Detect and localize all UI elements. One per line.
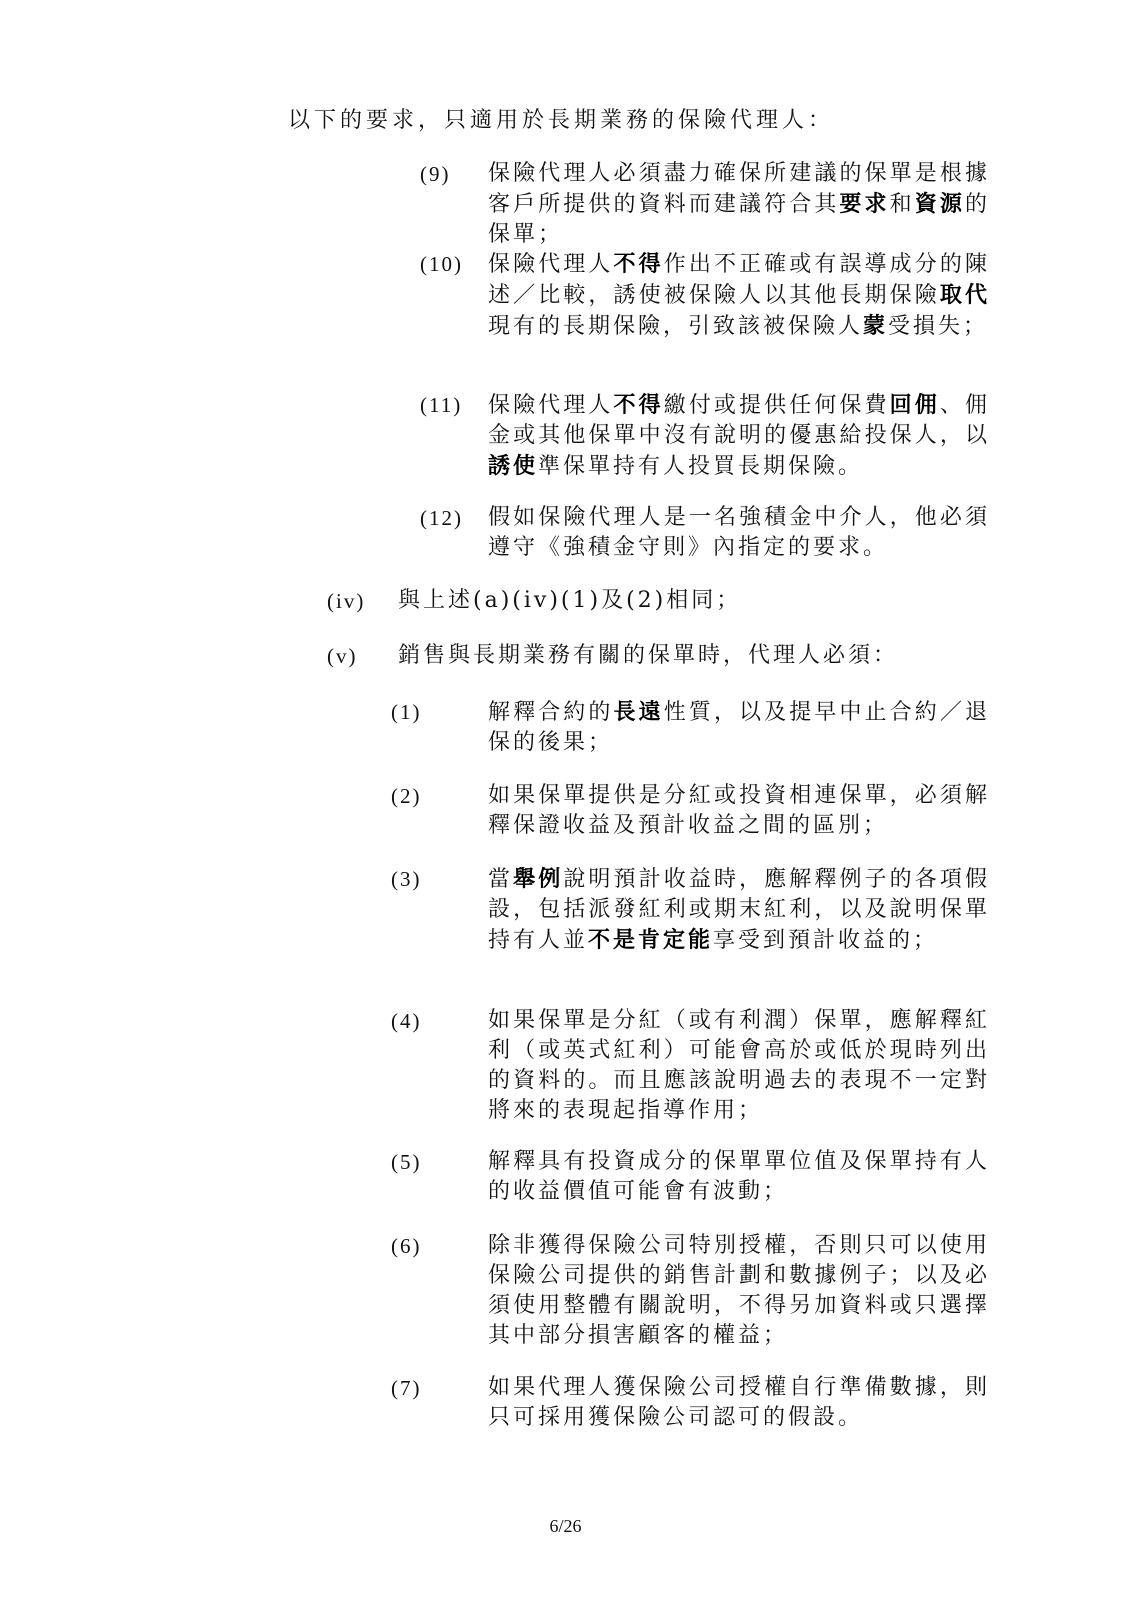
- text-segment: 保險代理人: [488, 393, 614, 418]
- text-segment: 假如保險代理人是一名強積金中介人，他必須遵守《強積金守則》內指定的要求。: [488, 505, 990, 560]
- sub-item-2-number: (2): [391, 784, 422, 808]
- emphasis-text: 長遠: [613, 699, 664, 725]
- sub-item-5-text: [488, 1147, 990, 1207]
- page-number: 6/26: [549, 1516, 582, 1536]
- sub-item-6-text: [488, 1231, 990, 1351]
- emphasis-text: 資源: [914, 191, 965, 217]
- sub-item-6-number: (6): [391, 1234, 422, 1258]
- text-segment: 準保單持有人投買長期保險。: [538, 454, 864, 479]
- sub-item-3-text: [488, 864, 990, 956]
- emphasis-text: 回佣: [889, 392, 940, 418]
- section-v-text: 銷售與長期業務有關的保單時，代理人必須：: [398, 643, 899, 668]
- emphasis-text: 不得: [613, 392, 664, 418]
- text-segment: 解釋合約的: [488, 700, 614, 725]
- text-segment: 現有的長期保險，引致該被保險人: [488, 314, 864, 339]
- emphasis-text: 要求: [839, 191, 890, 217]
- item-12-text: [488, 503, 990, 563]
- text-segment: 繳付或提供任何保費: [663, 393, 890, 418]
- text-segment: 如果保單提供是分紅或投資相連保單，必須解釋保證收益及預計收益之間的區別；: [488, 783, 990, 838]
- text-segment: 除非獲得保險公司特別授權，否則只可以使用保險公司提供的銷售計劃和數據例子；以及必須使用整體有關說明，不得另加資料或只選擇其中部分損害顧客的權益；: [488, 1233, 990, 1348]
- emphasis-text: 不是肯定能: [588, 927, 714, 953]
- text-segment: 保險代理人: [488, 252, 614, 277]
- sub-item-7-number: (7): [391, 1376, 422, 1400]
- item-10-number: (10): [420, 252, 463, 276]
- sub-item-7-text: [488, 1373, 990, 1433]
- text-segment: 和: [889, 192, 915, 217]
- text-segment: 如果保單是分紅（或有利潤）保單，應解釋紅利（或英式紅利）可能會高於或低於現時列出的資料的。而且應該說明過去的表現不一定對將來的表現起指導作用；: [488, 1008, 990, 1123]
- sub-item-4-number: (4): [391, 1009, 422, 1033]
- text-segment: 的保單；: [488, 192, 990, 247]
- emphasis-text: 蒙: [863, 313, 889, 339]
- text-segment: 說明預計收益時，應解釋例子的各項假設，包括派發紅利或期末紅利，以及說明保單持有人並: [488, 867, 990, 953]
- text-segment: 、佣金或其他保單中沒有說明的優惠給投保人，以: [488, 393, 990, 448]
- section-v-number: (v): [327, 644, 358, 668]
- emphasis-text: 舉例: [513, 866, 564, 892]
- emphasis-text: 取代: [939, 282, 990, 308]
- text-segment: 如果代理人獲保險公司授權自行準備數據，則只可採用獲保險公司認可的假設。: [488, 1375, 990, 1430]
- text-segment: 性質，以及提早中止合約／退保的後果；: [488, 700, 990, 755]
- text-segment: 當: [488, 867, 514, 892]
- item-10-text: [488, 249, 990, 342]
- emphasis-text: 誘使: [488, 453, 539, 479]
- text-segment: 保險代理人必須盡力確保所建議的保單是根據客戶所提供的資料而建議符合其: [488, 161, 990, 217]
- item-12-number: (12): [420, 506, 463, 530]
- sub-item-5-number: (5): [391, 1150, 422, 1174]
- item-9-text: [488, 159, 990, 250]
- sub-item-1-number: (1): [391, 700, 422, 724]
- text-segment: 受損失；: [888, 314, 989, 339]
- intro-text: 以下的要求，只適用於長期業務的保險代理人：: [288, 108, 835, 133]
- section-iv-text: 與上述(a)(iv)(1)及(2)相同；: [398, 588, 742, 613]
- sub-item-2-text: [488, 781, 990, 841]
- text-segment: 作出不正確或有誤導成分的陳述／比較，誘使被保險人以其他長期保險: [488, 252, 990, 308]
- item-9-number: (9): [420, 162, 451, 186]
- text-segment: 享受到預計收益的；: [713, 928, 939, 953]
- item-11-number: (11): [420, 393, 463, 417]
- section-iv-number: (iv): [327, 589, 366, 613]
- emphasis-text: 不得: [613, 251, 664, 277]
- text-segment: 解釋具有投資成分的保單單位值及保單持有人的收益價值可能會有波動；: [488, 1149, 990, 1204]
- sub-item-4-text: [488, 1006, 990, 1126]
- sub-item-1-text: [488, 697, 990, 758]
- sub-item-3-number: (3): [391, 867, 422, 891]
- item-11-text: [488, 390, 990, 482]
